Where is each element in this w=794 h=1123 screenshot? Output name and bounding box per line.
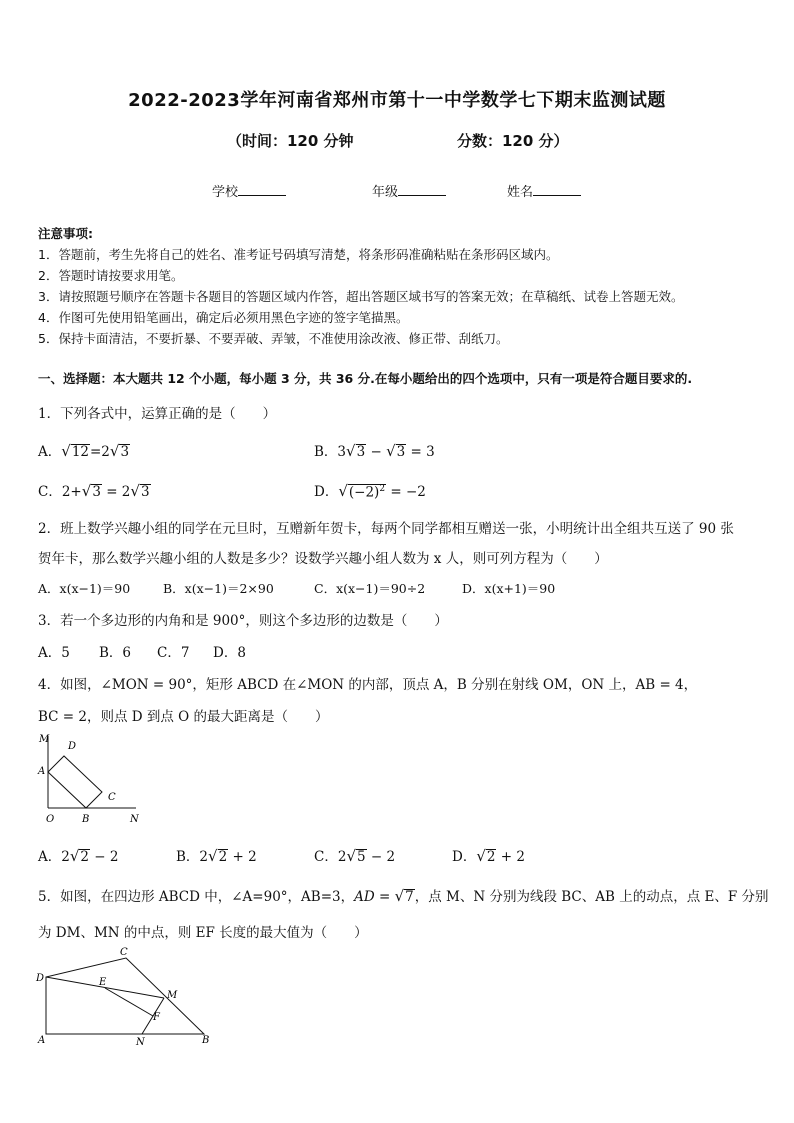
exam-time: （时间：120 分钟 bbox=[227, 132, 354, 150]
notice-item: 4．作图可先使用铅笔画出，确定后必须用黑色字迹的签字笔描黑。 bbox=[38, 310, 409, 325]
q1-stem: 1．下列各式中，运算正确的是（ ） bbox=[38, 406, 277, 422]
q1-option-a: A．√12=2√3 bbox=[38, 442, 130, 460]
name-field bbox=[507, 181, 581, 200]
label-c: C bbox=[108, 792, 116, 803]
q3-option-d: D．8 bbox=[213, 645, 246, 661]
school-label: 学校 bbox=[212, 185, 239, 200]
q3-option-c: C．7 bbox=[157, 645, 190, 661]
grade-label: 年级 bbox=[372, 185, 399, 200]
q4-option-d: D．√2 + 2 bbox=[452, 847, 525, 865]
school-field bbox=[212, 181, 286, 200]
q4-line2: BC = 2，则点 D 到点 O 的最大距离是（ ） bbox=[38, 709, 329, 725]
label-m: M bbox=[39, 734, 50, 745]
notice-item: 5．保持卡面清洁，不要折暴、不要弄破、弄皱，不准使用涂改液、修正带、刮纸刀。 bbox=[38, 331, 509, 346]
label-c: C bbox=[120, 947, 128, 958]
name-label: 姓名 bbox=[507, 185, 534, 200]
q3-stem: 3．若一个多边形的内角和是 900°，则这个多边形的边数是（ ） bbox=[38, 613, 448, 629]
q3-option-b: B．6 bbox=[99, 645, 132, 661]
notice-heading: 注意事项: bbox=[38, 226, 93, 241]
grade-field bbox=[372, 181, 446, 200]
q2-option-c: C．x(x−1)＝90÷2 bbox=[314, 581, 426, 596]
q2-option-b: B．x(x−1)＝2×90 bbox=[163, 581, 274, 596]
label-n: N bbox=[136, 1037, 145, 1048]
q5-figure bbox=[34, 944, 218, 1050]
q1-option-d: D．$√(-2)^2 = -2$ bbox=[314, 482, 426, 500]
q5-line2: 为 DM、MN 的中点，则 EF 长度的最大值为（ ） bbox=[38, 925, 368, 941]
school-blank bbox=[238, 183, 286, 196]
label-b: B bbox=[82, 814, 90, 825]
q1-option-c: C．2+√3 = 2√3 bbox=[38, 482, 150, 500]
section-heading: 一、选择题：本大题共 12 个小题，每小题 3 分，共 36 分.在每小题给出的四个选项中，只有一项是符合题目要求的. bbox=[38, 371, 693, 386]
grade-blank bbox=[398, 183, 446, 196]
rectangle-abcd bbox=[48, 756, 102, 808]
q2-option-a: A．x(x−1)＝90 bbox=[38, 581, 131, 596]
label-e: E bbox=[99, 977, 107, 988]
label-b: B bbox=[202, 1035, 210, 1046]
exam-score: 分数：120 分） bbox=[457, 132, 569, 150]
label-d: D bbox=[68, 741, 77, 752]
q2-line2: 贺年卡，那么数学兴趣小组的人数是多少？设数学兴趣小组人数为 x 人，则可列方程为（ ） bbox=[38, 551, 608, 567]
notice-item: 3．请按照题号顺序在答题卡各题目的答题区域内作答，超出答题区域书写的答案无效；在草稿纸、试卷上答题无效。 bbox=[38, 289, 684, 304]
label-o: O bbox=[46, 814, 55, 825]
q4-figure bbox=[34, 730, 144, 826]
label-a: A bbox=[38, 1035, 46, 1046]
q1-option-b: B．3√3 − √3 = 3 bbox=[314, 442, 435, 460]
label-f: F bbox=[153, 1012, 160, 1023]
q5-line1: 5．如图，在四边形 ABCD 中，∠A=90°，AB=3，AD = √7，点 M、N 分别为线段 BC、AB 上的动点，点 E、F 分别 bbox=[38, 887, 769, 905]
q4-option-b: B．2√2 + 2 bbox=[176, 847, 257, 865]
page-title: 2022-2023学年河南省郑州市第十一中学数学七下期末监测试题 bbox=[128, 90, 666, 111]
name-blank bbox=[533, 183, 581, 196]
notice-item: 1．答题前，考生先将自己的姓名、准考证号码填写清楚，将条形码准确粘贴在条形码区域内。 bbox=[38, 247, 559, 262]
q4-option-a: A．2√2 − 2 bbox=[38, 847, 119, 865]
q4-option-c: C．2√5 − 2 bbox=[314, 847, 396, 865]
label-m: M bbox=[167, 990, 178, 1001]
label-n: N bbox=[130, 814, 139, 825]
q2-line1: 2．班上数学兴趣小组的同学在元旦时，互赠新年贺卡，每两个同学都相互赠送一张，小明统计出全组共互送了 90 张 bbox=[38, 521, 734, 537]
notice-item: 2．答题时请按要求用笔。 bbox=[38, 268, 184, 283]
q3-option-a: A．5 bbox=[38, 645, 70, 661]
label-a: A bbox=[38, 766, 46, 777]
q2-option-d: D．x(x+1)＝90 bbox=[462, 581, 556, 596]
label-d: D bbox=[36, 973, 45, 984]
quadrilateral-abcd bbox=[46, 958, 204, 1034]
q4-line1: 4．如图，∠MON = 90°，矩形 ABCD 在∠MON 的内部，顶点 A，B 分别在射线 OM，ON 上，AB = 4， bbox=[38, 677, 698, 693]
